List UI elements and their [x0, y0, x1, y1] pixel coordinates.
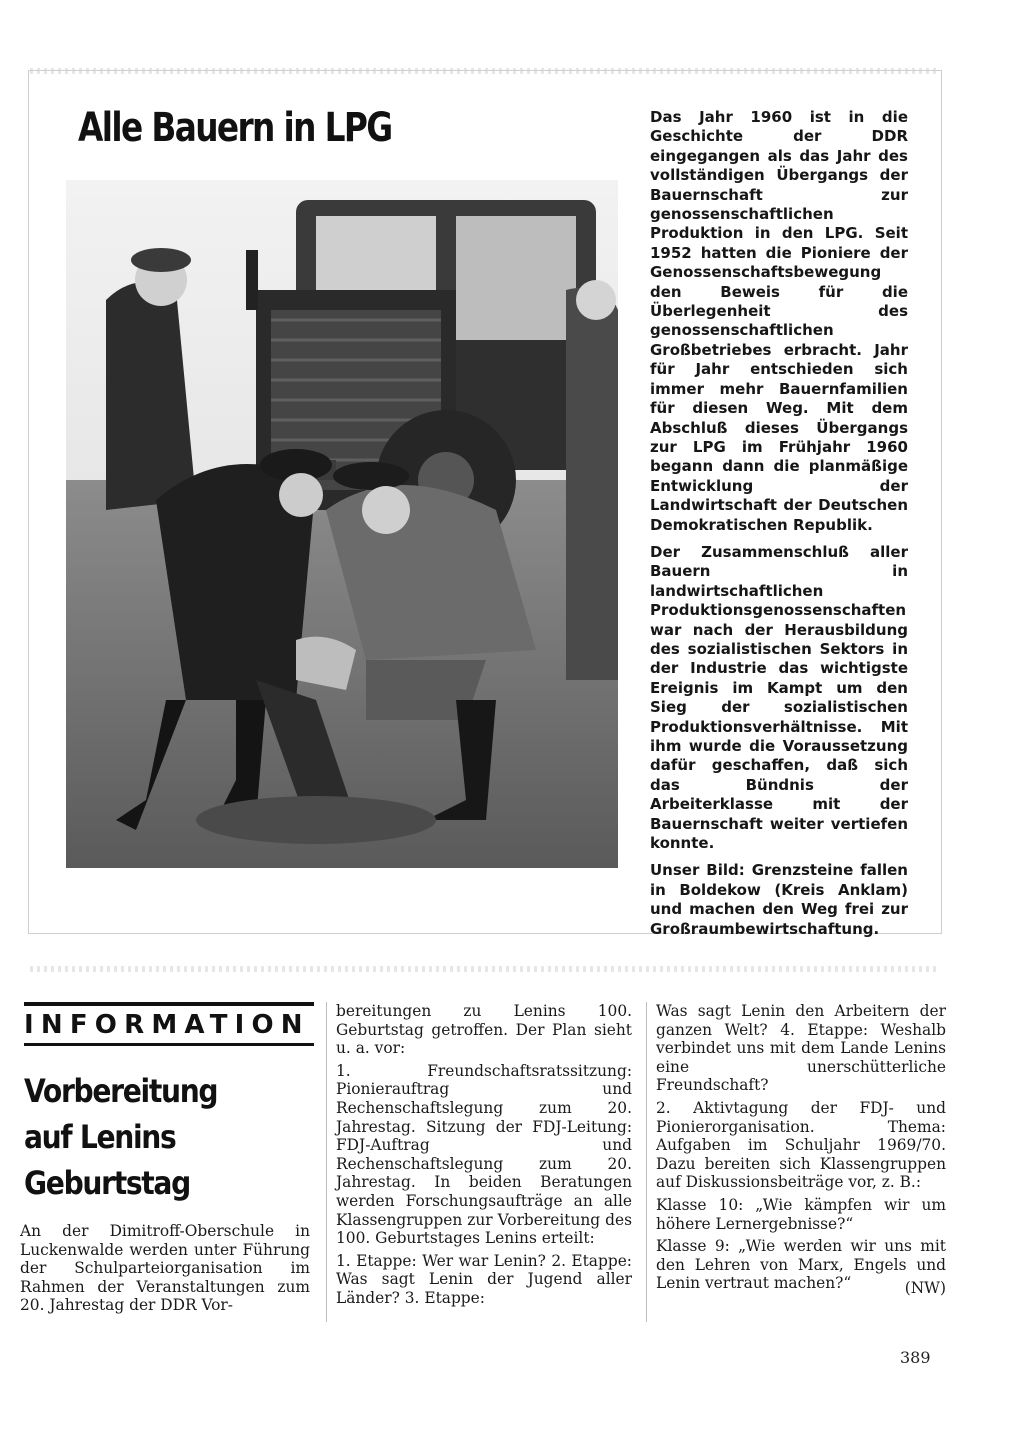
page-number: 389: [900, 1348, 931, 1367]
info-column-2: [336, 1002, 632, 1312]
info-column-1: [20, 1222, 310, 1319]
info-paragraph: An der Dimitroff-Oberschule in Luckenwalde werden unter Führung der Schulparteiorganisation im Rahmen der Veranstaltungen zum 20. Jahrestag der DDR Vor-: [20, 1222, 310, 1315]
article-paragraph-1: Das Jahr 1960 ist in die Geschichte der DDR eingegangen als das Jahr des vollständigen Übergangs der Bauernschaft zur genossenschaftlichen Produktion in den LPG. Seit 1952 hatten die Pioniere der Genossenschaftsbewegung den Beweis für die Überlegenheit des genossenschaftlichen Großbetriebes erbracht. Jahr für Jahr entschieden sich immer mehr Bauernfamilien für diesen Weg. Mit dem Abschluß dieses Übergangs zur LPG im Frühjahr 1960 begann dann die planmäßige Entwicklung der Landwirtschaft der Deutschen Demokratischen Republik.: [650, 108, 908, 534]
article-paragraph-2: Der Zusammenschluß aller Bauern in landwirtschaftlichen Produktionsgenossenschaften war nach der Herausbildung des sozialistischen Sektors in der Industrie das wichtigste Ereignis im Kampt um den Sieg der sozialistischen Produktionsverhältnisse. Mit ihm wurde die Voraussetzung dafür geschaffen, daß sich das Bündnis der Arbeiterklasse mit der Bauernschaft weiter vertiefen konnte.: [650, 542, 908, 853]
section-title: [24, 1068, 279, 1206]
photo-caption: Unser Bild: Grenzsteine fallen in Boldekow (Kreis Anklam) und machen den Weg frei zur Großraumbewirtschaftung.: [650, 861, 908, 938]
column-rule: [646, 1002, 647, 1322]
info-rule-bottom: [24, 1043, 314, 1046]
section-label: INFORMATION: [24, 1010, 310, 1040]
section-title-line: auf Lenins: [24, 1118, 176, 1156]
column-rule: [326, 1002, 327, 1322]
info-paragraph: 1. Etappe: Wer war Lenin? 2. Etappe: Was sagt Lenin der Jugend aller Länder? 3. Etappe:: [336, 1251, 632, 1307]
article-body: [650, 108, 908, 947]
info-paragraph: Klasse 10: „Wie kämpfen wir um höhere Lernergebnisse?“: [656, 1195, 946, 1233]
info-paragraph: 2. Aktivtagung der FDJ- und Pionierorganisation. Thema: Aufgaben im Schuljahr 1969/70. Dazu bereiten sich Klassengruppen auf Diskussionsbeiträge vor, z. B.:: [656, 1098, 946, 1192]
section-title-line: Vorbereitung: [24, 1072, 218, 1110]
section-title-line: Geburtstag: [24, 1164, 190, 1202]
info-paragraph: Klasse 9: „Wie werden wir uns mit den Lehren von Marx, Engels und Lenin vertraut machen?“: [656, 1237, 946, 1293]
article-title: Alle Bauern in LPG: [78, 105, 392, 151]
farmers-tractor-photo: [66, 180, 618, 868]
info-paragraph: bereitungen zu Lenins 100. Geburtstag getroffen. Der Plan sieht u. a. vor:: [336, 1002, 632, 1058]
info-paragraph: 1. Freundschaftsratssitzung: Pionierauftrag und Rechenschaftslegung zum 20. Jahrestag. Sitzung der FDJ-Leitung: FDJ-Auftrag und Rechenschaftslegung zum 20. Jahrestag. In beiden Beratungen werden Forschungsaufträge an alle Klassengruppen zur Vorbereitung des 100. Geburtstages Lenins erteilt:: [336, 1061, 632, 1248]
info-column-3: [656, 1002, 946, 1298]
info-rule-top: [24, 1002, 314, 1006]
info-paragraph: Was sagt Lenin den Arbeitern der ganzen Welt? 4. Etappe: Weshalb verbindet uns mit dem Lande Lenins eine unerschütterliche Freundschaft?: [656, 1002, 946, 1095]
section-divider-speckle: [30, 966, 940, 972]
article-photo: [66, 180, 618, 868]
author-signature: (NW): [904, 1278, 946, 1297]
